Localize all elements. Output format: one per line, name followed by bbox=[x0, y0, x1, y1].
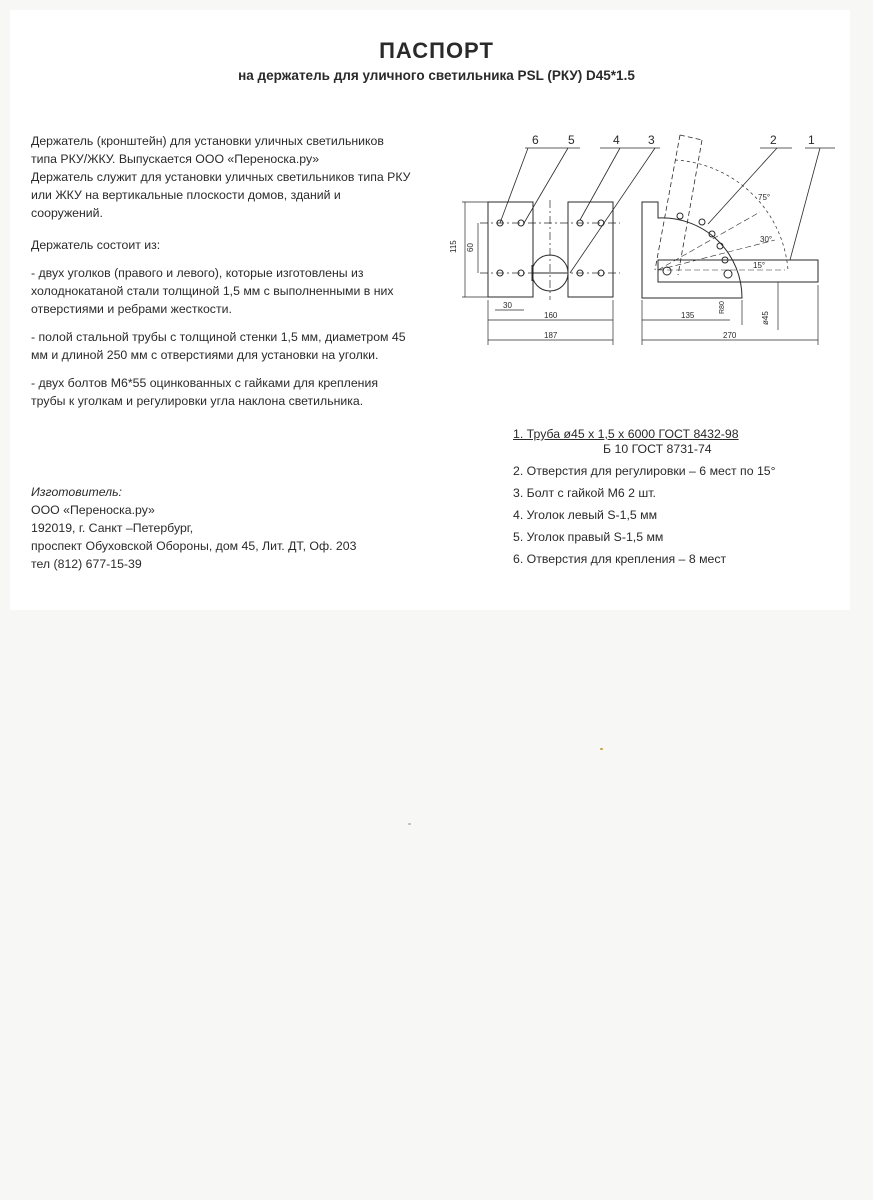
manufacturer-label: Изготовитель: bbox=[31, 485, 122, 499]
scan-speck bbox=[600, 748, 603, 750]
intro-paragraph-2: Держатель служит для установки уличных светильников типа РКУ или ЖКУ на вертикальные плоскости домов, зданий и сооружений. bbox=[31, 170, 411, 220]
callout-1: 1 bbox=[808, 133, 815, 147]
part-bolts: - двух болтов М6*55 оцинкованных с гайками для крепления трубы к уголкам и регулировки угла наклона светильника. bbox=[31, 376, 379, 408]
technical-drawing bbox=[440, 120, 840, 360]
legend-item-4: 4. Уголок левый S-1,5 мм bbox=[513, 508, 658, 522]
part-corners: - двух уголков (правого и левого), которые изготовлены из холоднокатаной стали толщиной 1,5 мм с выполненными в них отверстиями и ребрами жесткости. bbox=[31, 266, 394, 316]
legend-item-6: 6. Отверстия для крепления – 8 мест bbox=[513, 552, 727, 566]
intro-paragraph-1: Держатель (кронштейн) для установки уличных светильников типа РКУ/ЖКУ. Выпускается ООО «Переноска.ру» bbox=[31, 134, 384, 166]
manufacturer-city: 192019, г. Санкт –Петербург, bbox=[31, 521, 194, 535]
parts-legend bbox=[513, 426, 833, 573]
manufacturer-block bbox=[31, 483, 411, 573]
callout-4: 4 bbox=[613, 133, 620, 147]
dim-r80: R80 bbox=[719, 301, 726, 314]
right-corner-plate bbox=[568, 202, 613, 297]
legend-item-5: 5. Уголок правый S-1,5 мм bbox=[513, 530, 664, 544]
legend-item-2: 2. Отверстия для регулировки – 6 мест по 15° bbox=[513, 464, 776, 478]
side-corner-profile bbox=[642, 202, 742, 298]
side-tube bbox=[658, 260, 818, 282]
page-subtitle: на держатель для уличного светильника PSL (РКУ) D45*1.5 bbox=[238, 68, 635, 83]
dim-60: 60 bbox=[466, 243, 475, 252]
scan-speck bbox=[408, 823, 411, 825]
callout-6: 6 bbox=[532, 133, 539, 147]
dim-115: 115 bbox=[449, 240, 458, 253]
legend-item-1b: Б 10 ГОСТ 8731-74 bbox=[603, 442, 712, 456]
center-lines bbox=[480, 200, 620, 300]
part-tube: - полой стальной трубы с толщиной стенки 1,5 мм, диаметром 45 мм и длиной 250 мм с отверстиями для установки на уголки. bbox=[31, 330, 406, 362]
manufacturer-phone: тел (812) 677-15-39 bbox=[31, 557, 142, 571]
angle-30: 30° bbox=[760, 235, 773, 244]
manufacturer-street: проспект Обуховской Обороны, дом 45, Лит. ДТ, Оф. 203 bbox=[31, 539, 357, 553]
angle-75: 75° bbox=[758, 193, 771, 202]
callout-5: 5 bbox=[568, 133, 575, 147]
mounting-holes bbox=[497, 220, 604, 276]
dim-135: 135 bbox=[681, 311, 695, 320]
dim-187: 187 bbox=[544, 331, 558, 340]
angle-arc bbox=[675, 160, 788, 270]
page-title: ПАСПОРТ bbox=[379, 38, 494, 63]
legend-item-3: 3. Болт с гайкой М6 2 шт. bbox=[513, 486, 656, 500]
adjustment-holes bbox=[663, 213, 732, 278]
angle-15: 15° bbox=[753, 261, 766, 270]
dim-d45: ø45 bbox=[761, 311, 770, 325]
dim-160: 160 bbox=[544, 311, 558, 320]
dim-270: 270 bbox=[723, 331, 737, 340]
dim-30: 30 bbox=[503, 301, 512, 310]
manufacturer-company: ООО «Переноска.ру» bbox=[31, 503, 155, 517]
left-corner-plate bbox=[488, 202, 533, 297]
legend-item-1a: 1. Труба ø45 х 1,5 х 6000 ГОСТ 8432-98 bbox=[513, 427, 739, 441]
side-tube-tilted bbox=[655, 135, 702, 275]
callout-2: 2 bbox=[770, 133, 777, 147]
description-block bbox=[31, 132, 411, 420]
callout-3: 3 bbox=[648, 133, 655, 147]
consists-heading: Держатель состоит из: bbox=[31, 238, 161, 252]
